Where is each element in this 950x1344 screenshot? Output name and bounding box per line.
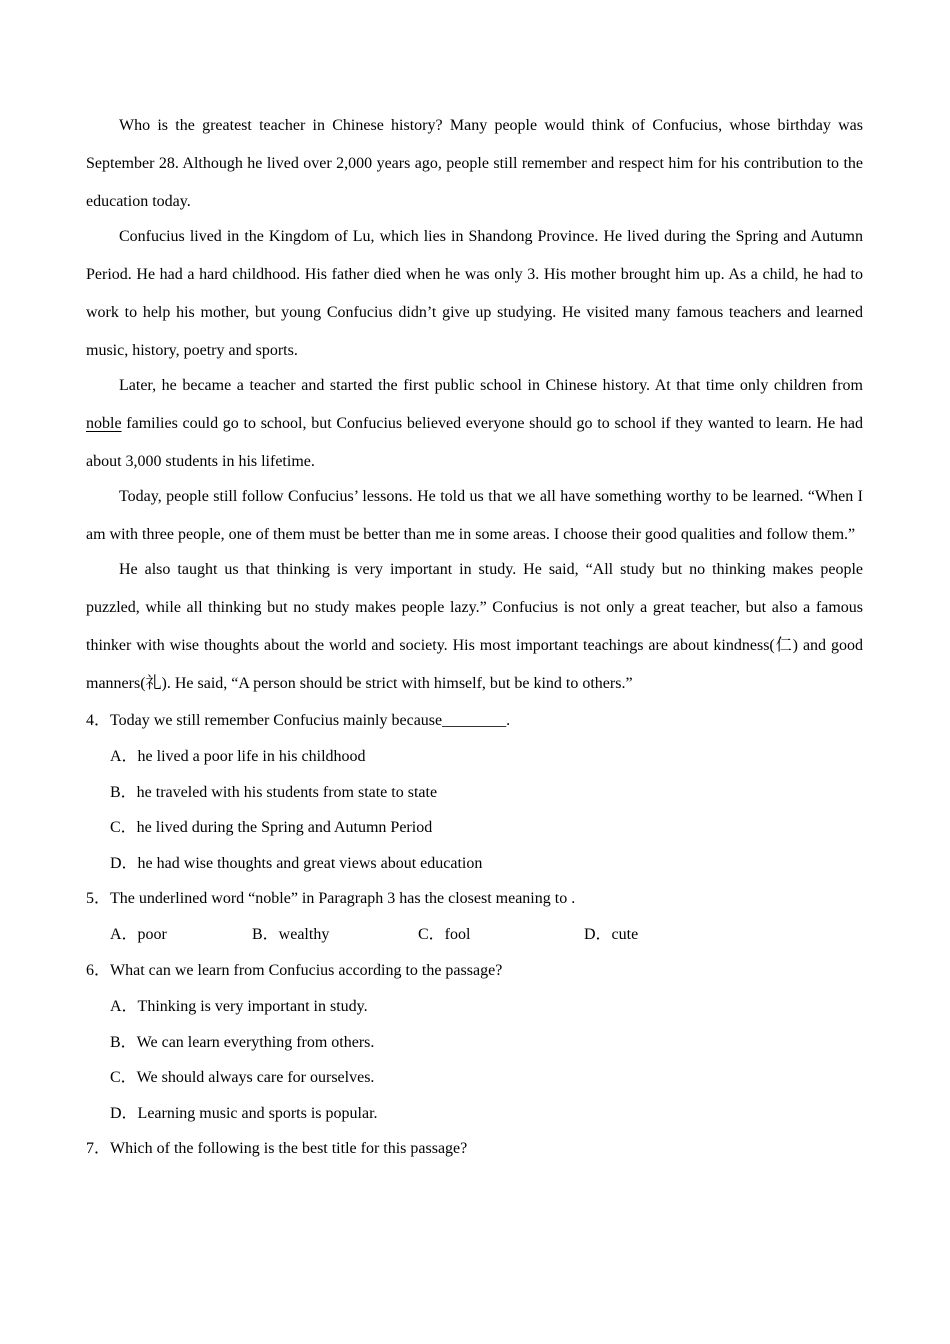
question-6-stem: 6．What can we learn from Confucius according to the passage? [86, 962, 503, 979]
paragraph-3-text-after: families could go to school, but Confucius believed everyone should go to school if they wanted to learn. He had about 3,000 students in his lifetime. [86, 415, 863, 470]
question-7-stem: 7．Which of the following is the best title for this passage? [86, 1140, 468, 1157]
question-6-option-d: D．Learning music and sports is popular. [110, 1104, 378, 1122]
passage-paragraph-2: Confucius lived in the Kingdom of Lu, which lies in Shandong Province. He lived during the Spring and Autumn Period. He had a hard childhood. His father died when he was only 3. His mother brought him up. As a child, he had to work to help his mother, but young Confucius didn’t give up studying. He visited many famous teachers and learned music, history, poetry and sports. [86, 228, 863, 359]
question-4-option-a: A．he lived a poor life in his childhood [110, 748, 366, 765]
question-6 [86, 953, 863, 1131]
question-4-option-c: C．he lived during the Spring and Autumn Period [110, 819, 433, 836]
question-7 [86, 1131, 863, 1167]
question-5-options [86, 917, 863, 953]
question-6-option-a: A．Thinking is very important in study. [110, 998, 368, 1015]
passage-paragraph-1: Who is the greatest teacher in Chinese history? Many people would think of Confucius, whose birthday was September 28. Although he lived over 2,000 years ago, people still remember and respect him for his contribution to the education today. [86, 117, 863, 210]
passage-paragraph-3 [86, 367, 863, 481]
question-4-option-b: B．he traveled with his students from state to state [110, 783, 438, 801]
question-5-option-b: B．wealthy [252, 926, 330, 943]
question-5-stem: 5．The underlined word “noble” in Paragraph 3 has the closest meaning to . [86, 890, 576, 907]
question-5-option-c: C．fool [418, 926, 471, 943]
question-6-option-b: B．We can learn everything from others. [110, 1033, 375, 1051]
question-4-stem: 4．Today we still remember Confucius mainly because________. [86, 712, 511, 729]
paragraph-3-text-before: Later, he became a teacher and started the first public school in Chinese history. At that time only children from [119, 377, 863, 394]
passage-paragraph-4: Today, people still follow Confucius’ lessons. He told us that we all have something worthy to be learned. “When I am with three people, one of them must be better than me in some areas. I choose their good qualities and follow them.” [86, 488, 863, 543]
question-5-option-d: D．cute [584, 926, 639, 943]
question-6-option-c: C．We should always care for ourselves. [110, 1069, 375, 1086]
question-4 [86, 703, 863, 881]
document-page [86, 107, 863, 1167]
question-5 [86, 881, 863, 953]
question-5-option-a: A．poor [110, 926, 167, 943]
underlined-word-noble: noble [86, 415, 122, 432]
question-4-option-d: D．he had wise thoughts and great views about education [110, 854, 483, 872]
passage-paragraph-5: He also taught us that thinking is very important in study. He said, “All study but no thinking makes people puzzled, while all thinking but no study makes people lazy.” Confucius is not only a great teacher, but also a famous thinker with wise thoughts about the world and society. His most important teachings are about kindness(仁) and good manners(礼). He said, “A person should be strict with himself, but be kind to others.” [86, 561, 863, 692]
